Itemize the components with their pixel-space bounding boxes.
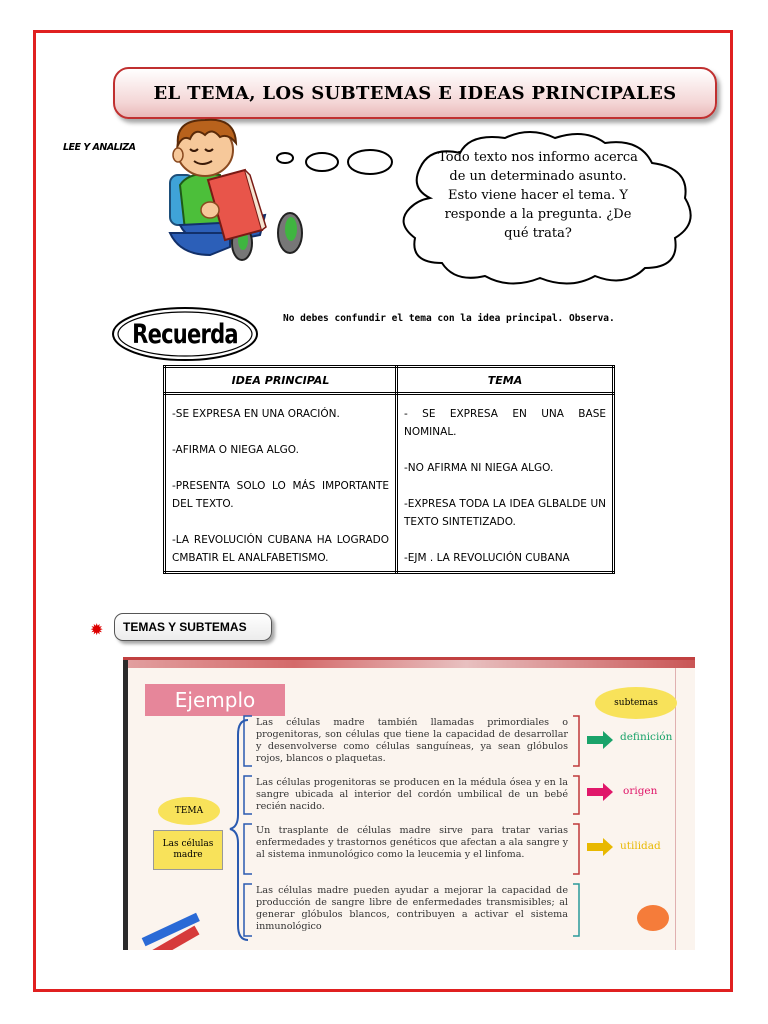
- figure-left-edge: [123, 660, 128, 950]
- decorative-stripe: [123, 660, 695, 668]
- arrow-icon: [585, 730, 615, 750]
- idea-principal-cell: [165, 394, 397, 573]
- table-item: - SE EXPRESA EN UNA BASE NOMINAL.: [404, 408, 606, 438]
- arrow-icon: [585, 837, 615, 857]
- table-item: -SE EXPRESA EN UNA ORACIÓN.: [172, 408, 340, 420]
- tema-oval: TEMA: [158, 797, 220, 825]
- table-item: -AFIRMA O NIEGA ALGO.: [172, 444, 299, 456]
- title-banner: [113, 67, 717, 119]
- header-idea-principal: IDEA PRINCIPAL: [165, 367, 397, 394]
- page-title: EL TEMA, LOS SUBTEMAS E IDEAS PRINCIPALES: [153, 82, 677, 104]
- subtemas-oval: subtemas: [595, 687, 677, 719]
- label-origen: origen: [623, 785, 658, 797]
- cloud-text: Todo texto nos informo acerca de un determinado asunto. Esto viene hacer el tema. Y responde a la pregunta. ¿De qué trata?: [438, 150, 638, 241]
- example-figure: [123, 657, 695, 950]
- thought-bubbles: [275, 145, 395, 175]
- section-label-text: TEMAS Y SUBTEMAS: [123, 620, 247, 634]
- table-item: -EXPRESA TODA LA IDEA GLBALDE UN TEXTO SINTETIZADO.: [404, 498, 606, 528]
- lee-y-analiza-label: LEE Y ANALIZA: [63, 142, 136, 153]
- example-paragraph: Las células madre pueden ayudar a mejorar la capacidad de producción de sangre libre de enfermedades transmisibles; al generar glóbulos blancos, contribuyen a activar el sistema inmunológico: [256, 885, 568, 932]
- table-item: -LA REVOLUCIÓN CUBANA HA LOGRADO CMBATIR EL ANALFABETISMO.: [172, 534, 389, 564]
- example-paragraph: Las células progenitoras se producen en la médula ósea y en la sangre ubicada al interior del cordón umbilical de un bebé recién nacido.: [256, 777, 568, 812]
- example-paragraph: Las células madre también llamadas primordiales o progenitoras, son células que tiene la capacidad de desarrollar y desenvolverse como células sanguíneas, ya sean glóbulos rojos, blancos o plaquetas.: [256, 717, 568, 764]
- paragraph-brackets: [238, 714, 254, 944]
- comparison-table: [163, 365, 615, 574]
- paragraph-brackets-right: [571, 714, 585, 944]
- tema-value-box: Las células madre: [153, 830, 223, 870]
- orange-dot: [637, 905, 669, 931]
- label-definicion: definición: [620, 731, 673, 743]
- section-label: [114, 613, 272, 641]
- header-tema: TEMA: [397, 367, 614, 394]
- tema-cell: [397, 394, 614, 573]
- recuerda-label: Recuerda: [132, 318, 238, 350]
- example-paragraph: Un trasplante de células madre sirve para tratar varias enfermedades y trastornos genéticos que afectan a ala sangre y al sistema inmunológico como la leucemia y el linfoma.: [256, 825, 568, 860]
- table-item: -PRESENTA SOLO LO MÁS IMPORTANTE DEL TEXTO.: [172, 480, 389, 510]
- label-utilidad: utilidad: [620, 840, 661, 852]
- table-item: -NO AFIRMA NI NIEGA ALGO.: [404, 462, 554, 474]
- boy-reading-illustration: [150, 115, 310, 275]
- starburst-bullet-icon: ✹: [90, 622, 104, 639]
- arrow-icon: [585, 782, 615, 802]
- pencils-decoration: [131, 885, 201, 950]
- table-item: -EJM . LA REVOLUCIÓN CUBANA: [404, 552, 570, 564]
- ejemplo-heading: Ejemplo: [145, 684, 285, 716]
- instruction-note: No debes confundir el tema con la idea principal. Observa.: [283, 313, 615, 324]
- figure-margin-line: [675, 668, 676, 950]
